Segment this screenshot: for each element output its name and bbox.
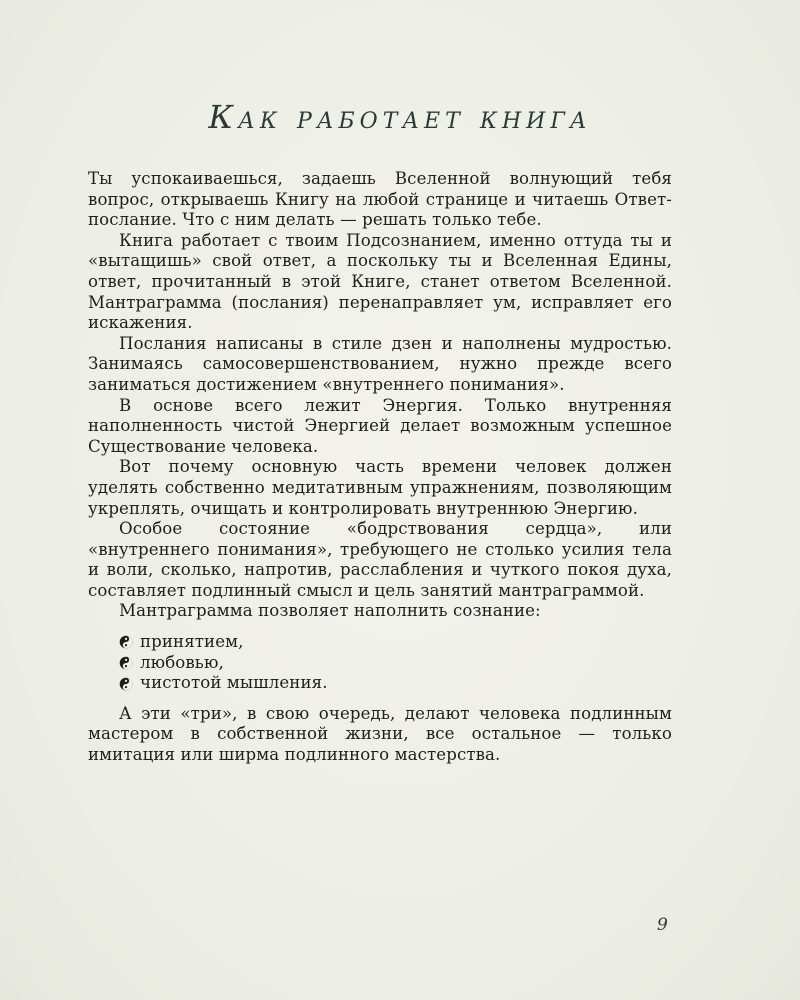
paragraph: Ты успокаиваешься, задаешь Вселенной волнующий тебя вопрос, открываешь Книгу на любой странице и читаешь Ответ-послание. Что с ним делать — решать только тебе. (88, 169, 672, 230)
bullet-list (88, 632, 672, 694)
list-item-label: чистотой мышления. (140, 673, 328, 693)
body-text (88, 169, 672, 766)
paragraph: Послания написаны в стиле дзен и наполнены мудростью. Занимаясь самосовершенствованием, нужно прежде всего заниматься достижением «внутреннего понимания». (88, 333, 672, 394)
list-item (119, 632, 672, 653)
paragraph: В основе всего лежит Энергия. Только внутренняя наполненность чистой Энергией делает возможным успешное Существование человека. (88, 395, 672, 456)
paragraph: Вот почему основную часть времени человек должен уделять собственно медитативным упражнениям, позволяющим укреплять, очищать и контролировать внутреннюю Энергию. (88, 457, 672, 518)
page-number: 9 (657, 915, 668, 935)
yin-yang-icon (119, 656, 133, 670)
yin-yang-icon (119, 677, 133, 691)
yin-yang-icon (119, 635, 133, 649)
list-item-label: принятием, (140, 632, 244, 652)
list-item (119, 673, 672, 694)
paragraph: Книга работает с твоим Подсознанием, именно оттуда ты и «вытащишь» свой ответ, а поскольку ты и Вселенная Едины, ответ, прочитанный в этой Книге, станет ответом Вселенной. Мантраграмма (послания) перенаправляет ум, исправляет его искажения. (88, 230, 672, 333)
list-item (119, 653, 672, 674)
paragraph: Мантраграмма позволяет наполнить сознание: (119, 601, 541, 621)
page-title: Как работает книга (208, 98, 592, 136)
paragraph: Особое состояние «бодрствования сердца», или «внутреннего понимания», требующего не столько усилия тела и воли, сколько, напротив, расслабления и чуткого покоя духа, составляет подлинный смысл и цель занятий мантраграммой. (88, 519, 672, 600)
closing-paragraph: А эти «три», в свою очередь, делают человека подлинным мастером в собственной жизни, все остальное — только имитация или ширма подлинного мастерства. (88, 703, 672, 765)
list-item-label: любовью, (140, 652, 224, 672)
